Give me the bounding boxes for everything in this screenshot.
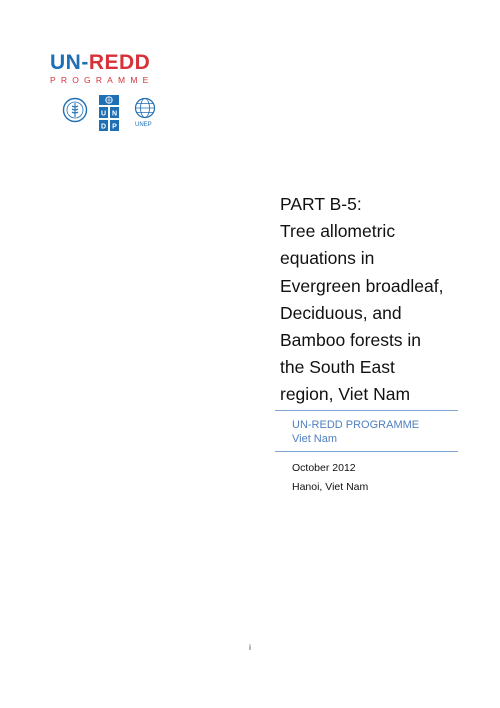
fao-emblem-icon	[62, 97, 88, 123]
logo-name: REDD	[88, 51, 151, 74]
title-line: Deciduous, and	[280, 302, 402, 323]
logo-prefix: UN-	[50, 51, 89, 74]
title-line: equations in	[280, 248, 375, 269]
title-line: PART B-5:	[280, 194, 362, 214]
divider-bottom	[275, 451, 458, 452]
svg-text:N: N	[111, 110, 118, 118]
publication-date: October 2012	[292, 462, 356, 474]
organization-name: UN-REDD PROGRAMME	[292, 419, 420, 431]
unep-label: UNEP	[135, 122, 152, 128]
undp-logo-icon	[98, 95, 120, 131]
title-line: Tree allometric	[280, 221, 396, 242]
svg-text:U: U	[100, 110, 107, 118]
publication-place: Hanoi, Viet Nam	[292, 480, 369, 493]
title-line: region, Viet Nam	[280, 384, 411, 405]
publication-info	[292, 459, 368, 496]
organization-country: Viet Nam	[292, 432, 338, 445]
undp-logo	[98, 95, 120, 139]
logo-subtitle: PROGRAMME	[50, 75, 154, 85]
document-title	[280, 191, 480, 409]
title-line: Bamboo forests in	[280, 330, 422, 351]
svg-text:D: D	[100, 123, 107, 131]
page-number: i	[249, 643, 251, 652]
un-redd-logo	[50, 52, 170, 85]
title-line: Evergreen broadleaf,	[280, 275, 444, 296]
svg-text:P: P	[112, 123, 117, 131]
title-line: the South East	[280, 357, 395, 378]
organization-block	[292, 419, 419, 446]
divider-top	[275, 410, 458, 411]
unep-logo-icon	[132, 97, 158, 119]
logo-title	[50, 52, 170, 74]
